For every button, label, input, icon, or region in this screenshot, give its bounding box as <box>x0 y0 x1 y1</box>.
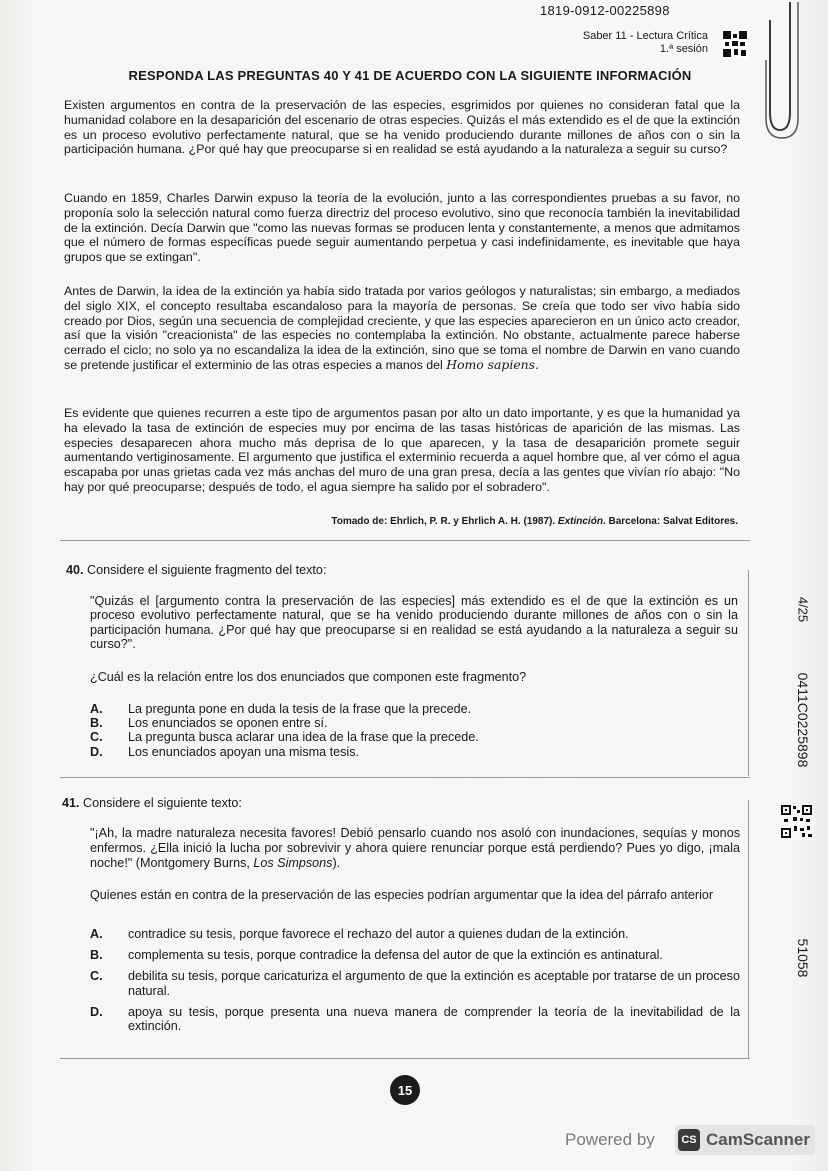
divider <box>60 540 750 541</box>
watermark-powered-by: Powered by <box>565 1130 655 1149</box>
question-41-options <box>90 927 740 1033</box>
option-40-d[interactable] <box>90 745 730 759</box>
option-text: Los enunciados apoyan una misma tesis. <box>128 744 360 759</box>
question-40-question: ¿Cuál es la relación entre los dos enunciados que componen este fragmento? <box>90 670 527 684</box>
option-text: debilita su tesis, porque caricaturiza el argumento de que la extinción es aceptable por tratarse de un proceso natural. <box>128 969 740 998</box>
source-citation <box>64 516 738 527</box>
paper-clip-icon <box>762 0 802 140</box>
question-40-options <box>90 702 730 759</box>
question-41-prompt <box>62 796 732 811</box>
reading-paragraph-1: Existen argumentos en contra de la preservación de las especies, esgrimidos por quienes no consideran fatal que la humanidad colabore en la desaparición del escenario de otras especies. Quizás el más extendido es el de que la extinción es un proceso evolutivo perfectamente natural, que se ha venido produciendo durante millones de años con o sin la participación humana. ¿Por qué hay que preocuparse si en realidad se está ayudando a la naturaleza a seguir su curso? <box>64 98 740 157</box>
side-code: 0411C0225898 <box>795 672 811 768</box>
option-letter: D. <box>90 744 103 759</box>
quote-text: "¡Ah, la madre naturaleza necesita favores! Debió pensarlo cuando nos asoló con inundaciones, sequías y monos enfermos. ¿Ella inició la lucha por sobrevivir y ahora quiere renunciar porque está perdiendo? Pues yo digo, ¡mala noche!" (Montgomery Burns, <box>90 826 740 871</box>
reading-paragraph-2: Cuando en 1859, Charles Darwin expuso la teoría de la evolución, junto a las correspondientes pruebas a su favor, no proponía solo la selección natural como fuerza directriz del proceso evolutivo, sino que reconocía también la inevitabilidad de la extinción. Decía Darwin que "como las nuevas formas se producen lenta y constantemente, a menos que admitamos que el número de formas específicas puede seguir aumentando perpetua y casi indefinidamente, es inevitable que haya grupos que se extingan". <box>64 191 740 265</box>
reading-paragraph-4: Es evidente que quienes recurren a este tipo de argumentos pasan por alto un dato importante, y es que la humanidad ya ha elevado la tasa de extinción de especies muy por encima de las tasas históricas de aparición de las mismas. Las especies desaparecen ahora mucho más deprisa de lo que aparecen, y la tasa de desaparición promete seguir aumentando vertiginosamente. El argumento que justifica el exterminio recuerda a aquel hombre que, al ver cómo el agua escapaba por unas grietas cada vez más anchas del muro de una gran presa, decía a las gentes que vivían río abajo: "No hay por qué preocuparse; después de todo, el agua siempre ha salido por el sobradero". <box>64 406 740 494</box>
divider <box>60 777 750 778</box>
option-text: La pregunta pone en duda la tesis de la frase que la precede. <box>128 702 472 716</box>
option-41-c[interactable] <box>90 969 740 997</box>
option-letter: C. <box>90 730 103 745</box>
question-41-question: Quienes están en contra de la preservación de las especies podrían argumentar que la idea del párrafo anterior <box>90 888 714 902</box>
document-id: 1819-0912-00225898 <box>540 3 670 18</box>
reading-paragraph-3 <box>64 284 740 373</box>
question-40-border <box>748 570 749 776</box>
option-41-d[interactable] <box>90 1005 740 1033</box>
option-letter: B. <box>90 716 103 731</box>
question-41-number: 41. <box>62 796 80 810</box>
source-prefix: Tomado de: Ehrlich, P. R. y Ehrlich A. H. (1987). <box>331 516 556 527</box>
page-number: 15 <box>390 1075 420 1105</box>
option-letter: D. <box>90 1004 103 1019</box>
corner-marker-icon <box>722 30 748 58</box>
option-41-a[interactable] <box>90 927 740 941</box>
option-text: contradice su tesis, porque favorece el rechazo del autor a quienes dudan de la extinción. <box>128 927 629 941</box>
homo-sapiens-term: Homo sapiens. <box>446 356 539 372</box>
option-letter: A. <box>90 927 103 941</box>
instructions-heading: RESPONDA LAS PREGUNTAS 40 Y 41 DE ACUERDO CON LA SIGUIENTE INFORMACIÓN <box>128 68 692 83</box>
reading-paragraph-3-text: Antes de Darwin, la idea de la extinción ya había sido tratada por varios geólogos y naturalistas; sin embargo, a mediados del siglo XIX, el concepto resultaba escandaloso para la mayoría de personas. Se creía que todo ser vivo había sido creado por Dios, según una secuencia de complejidad creciente, y que las especies aparecieron en un único acto creador, así que la visión "creacionista" de las especies no contemplaba la extinción. No obstante, actualmente parece haberse cerrado el ciclo; no solo ya no escandaliza la idea de la extinción, sino que se toma el nombre de Darwin en vano cuando se pretende justificar el exterminio de las otras especies a manos del <box>64 284 740 372</box>
qr-code-icon <box>780 804 814 840</box>
quote-end: ). <box>332 856 341 871</box>
source-title: Extinción <box>557 516 603 527</box>
page-fraction: 4/25 <box>795 596 811 623</box>
option-text: Los enunciados se oponen entre sí. <box>128 716 328 731</box>
question-40-number: 40. <box>66 563 84 577</box>
option-40-b[interactable] <box>90 716 730 730</box>
option-letter: A. <box>90 702 103 716</box>
exam-name: Saber 11 - Lectura Crítica <box>582 30 708 42</box>
camscanner-icon: CS <box>678 1129 700 1151</box>
question-40-prompt-text: Considere el siguiente fragmento del texto: <box>87 563 327 577</box>
question-41-border <box>748 800 749 1058</box>
side-number: 51058 <box>795 938 811 978</box>
divider <box>60 1058 750 1059</box>
option-text: apoya su tesis, porque presenta una nueva manera de comprender la teoría de la inevitabilidad de la extinción. <box>128 1004 740 1034</box>
source-suffix: . Barcelona: Salvat Editores. <box>602 516 738 527</box>
option-41-b[interactable] <box>90 948 740 962</box>
question-40-prompt <box>66 563 736 578</box>
camscanner-logo <box>675 1125 815 1155</box>
option-40-c[interactable] <box>90 730 730 744</box>
quote-show-title: Los Simpsons <box>253 856 333 871</box>
option-letter: B. <box>90 948 103 963</box>
option-40-a[interactable] <box>90 702 730 716</box>
option-letter: C. <box>90 969 103 984</box>
option-text: La pregunta busca aclarar una idea de la frase que la precede. <box>128 730 479 745</box>
option-text: complementa su tesis, porque contradice la defensa del autor de que la extinción es antinatural. <box>128 948 663 963</box>
question-41-prompt-text: Considere el siguiente texto: <box>83 796 242 810</box>
exam-session: 1.ª sesión <box>659 43 708 55</box>
question-40-quote: "Quizás el [argumento contra la preservación de las especies] más extendido es el de que la extinción es un proceso evolutivo perfectamente natural, que se ha venido produciendo durante millones de años con o sin la participación humana. ¿Por qué hay que preocuparse si en realidad se está ayudando a la naturaleza a seguir su curso?". <box>90 594 738 652</box>
question-41-quote <box>90 826 740 872</box>
camscanner-brand: CamScanner <box>706 1130 810 1149</box>
exam-header <box>566 30 708 56</box>
